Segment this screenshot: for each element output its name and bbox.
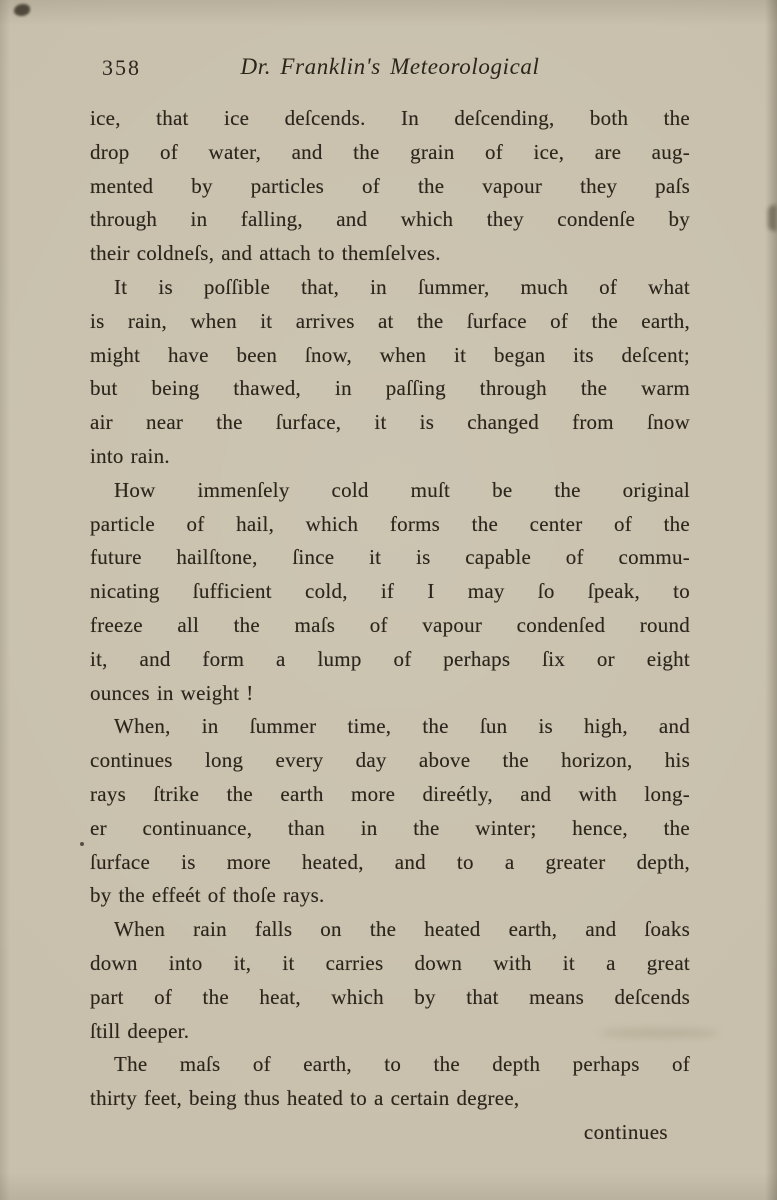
text-line: might have been ſnow, when it began its deſcent; [90,342,690,367]
text-line: future hailſtone, ſince it is capable of commu- [90,545,690,570]
scan-edge-mark [768,205,777,231]
running-head: Dr. Franklin's Meteorological [240,54,540,79]
paragraph-4 [90,710,690,913]
text-line: their coldneſs, and attach to themſelves. [90,241,441,266]
text-line: The maſs of earth, to the depth perhaps of [114,1052,690,1077]
page-number: 358 [102,55,141,80]
text-line: but being thawed, in paſſing through the warm [90,376,690,401]
text-line: continues long every day above the horizon, his [90,748,690,773]
text-line: ounces in weight ! [90,680,254,705]
ink-speck [80,842,84,846]
paragraph-2 [90,271,690,474]
text-line: is rain, when it arrives at the ſurface of the earth, [90,308,690,333]
text-line: through in falling, and which they condenſe by [90,207,690,232]
text-line: freeze all the maſs of vapour condenſed round [90,612,690,637]
text-line: into rain. [90,443,170,468]
page-header [90,52,690,82]
text-line: It is poſſible that, in ſummer, much of what [114,274,690,299]
text-line: air near the ſurface, it is changed from ſnow [90,410,690,435]
text-line: by the effeét of thoſe rays. [90,883,325,908]
paragraph-5 [90,913,690,1048]
text-line: How immenſely cold muſt be the original [114,477,690,502]
text-line: When, in ſummer time, the ſun is high, and [114,714,690,739]
text-line: ice, that ice deſcends. In deſcending, both the [90,106,690,130]
text-line: mented by particles of the vapour they paſs [90,173,690,198]
scan-speck [14,4,30,16]
text-line: rays ſtrike the earth more direétly, and with long- [90,781,690,806]
paragraph-1 [90,102,690,271]
text-line: down into it, it carries down with it a great [90,950,690,975]
text-line: ſurface is more heated, and to a greater depth, [90,849,690,874]
text-line: ſtill deeper. [90,1018,190,1043]
paragraph-3 [90,474,690,711]
paragraph-6 [90,1048,690,1116]
text-line: When rain falls on the heated earth, and ſoaks [114,917,690,942]
text-line: drop of water, and the grain of ice, are aug- [90,139,690,164]
text-line: particle of hail, which forms the center of the [90,511,690,536]
text-line: it, and form a lump of perhaps ſix or eight [90,646,690,671]
text-line: thirty feet, being thus heated to a certain degree, [90,1086,520,1111]
catchword-row [90,1116,690,1150]
text-line: part of the heat, which by that means deſcends [90,984,690,1009]
catchword: continues [583,1119,668,1144]
text-line: er continuance, than in the winter; hence, the [90,815,690,840]
page-body [90,102,690,1150]
text-line: nicating ſufficient cold, if I may ſo ſpeak, to [90,579,690,604]
foxing-stain [599,1028,719,1038]
